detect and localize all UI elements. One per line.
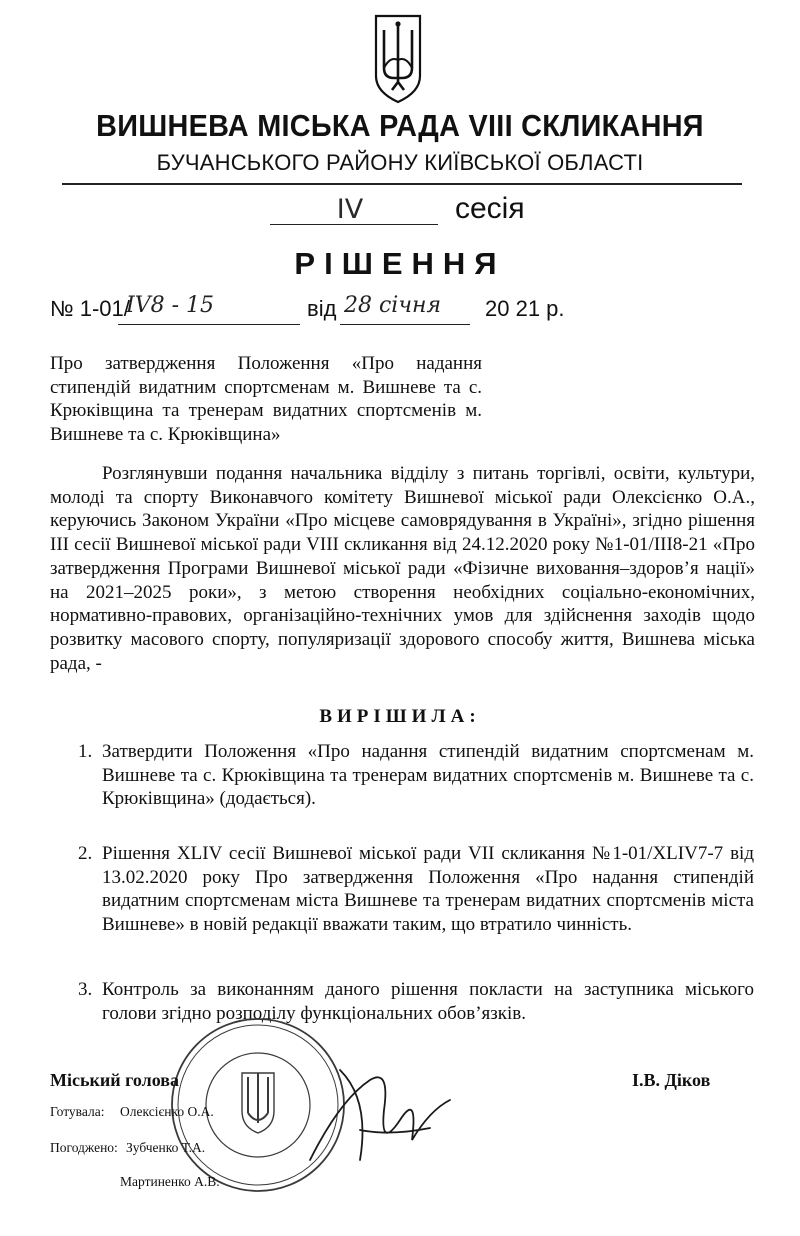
- coat-of-arms-icon: [372, 12, 424, 106]
- decision-number-handwritten: IV8 - 15: [126, 293, 214, 318]
- prepared-by-label: Готувала:: [50, 1104, 105, 1119]
- resolved-heading: ВИРІШИЛА:: [319, 706, 481, 727]
- header-divider: [62, 183, 742, 185]
- date-from-label: від: [307, 296, 337, 321]
- resolution-item: [78, 842, 754, 937]
- prepared-by-name: Олексієнко О.А.: [120, 1104, 214, 1119]
- item-number: 1.: [78, 741, 93, 762]
- session-number-handwritten: IV: [336, 194, 364, 225]
- agreed-by-name: Мартиненко А.В.: [120, 1174, 220, 1189]
- council-subtitle: БУЧАНСЬКОГО РАЙОНУ КИЇВСЬКОЇ ОБЛАСТІ: [156, 150, 644, 175]
- decision-number-prefix: № 1-01/: [50, 296, 130, 321]
- item-text: Контроль за виконанням даного рішення покласти на заступника міського голови згідно розподілу функціональних обов’язків.: [102, 979, 754, 1024]
- decision-number-underline: [118, 324, 300, 325]
- decision-subject: Про затвердження Положення «Про надання стипендій видатним спортсменам м. Вишневе та с. Крюківщина та тренерам видатних спортсменів м. Вишневе та с. Крюківщина»: [50, 353, 482, 445]
- decision-heading: РІШЕННЯ: [294, 246, 506, 281]
- preamble-paragraph: Розглянувши подання начальника відділу з питань торгівлі, освіти, культури, молоді та спорту Виконавчого комітету Вишневої міської ради Олексієнко О.А., керуючись Законом України «Про місцеве самоврядування в Україні», згідно рішення III сесії Вишневої міської ради VIII скликання від 24.12.2020 року №1-01/ІІІ8-21 «Про затвердження Програми Вишневої міської ради «Фізичне виховання–здоров’я нації» на 2021–2025 роки», з метою створення необхідних соціально-економічних, нормативно-правових, організаційно-технічних умов для здійснення заходів щодо розвитку масового спорту, популяризації здорового способу життя, Вишнева міська рада, -: [50, 463, 755, 674]
- item-text: Рішення XLIV сесії Вишневої міської ради VII скликання №1-01/XLIV7-7 від 13.02.2020 року Про затвердження Положення «Про надання стипендій видатним спортсменам міста Вишневе та тренерам видатних спортсменів міста Вишневе» в новій редакції вважати таким, що втратило чинність.: [102, 843, 754, 936]
- mayor-signature: [300, 1040, 470, 1180]
- item-number: 3.: [78, 979, 93, 1000]
- resolution-item: [78, 740, 754, 811]
- date-handwritten: 28 січня: [344, 293, 442, 318]
- decision-year: 20 21 р.: [485, 296, 565, 321]
- mayor-name: І.В. Діков: [632, 1070, 711, 1090]
- agreed-by-name: Зубченко Т.А.: [126, 1140, 206, 1155]
- council-title: ВИШНЕВА МІСЬКА РАДА VIII СКЛИКАННЯ: [96, 108, 704, 143]
- item-number: 2.: [78, 843, 93, 864]
- date-underline: [340, 324, 470, 325]
- item-text: Затвердити Положення «Про надання стипендій видатним спортсменам м. Вишневе та с. Крюківщина та тренерам видатних спортсменів м. Вишневе та с. Крюківщина» (додається).: [102, 741, 754, 810]
- mayor-label: Міський голова: [50, 1070, 179, 1090]
- session-label: сесія: [455, 192, 525, 225]
- agreed-by-label: Погоджено:: [50, 1140, 118, 1155]
